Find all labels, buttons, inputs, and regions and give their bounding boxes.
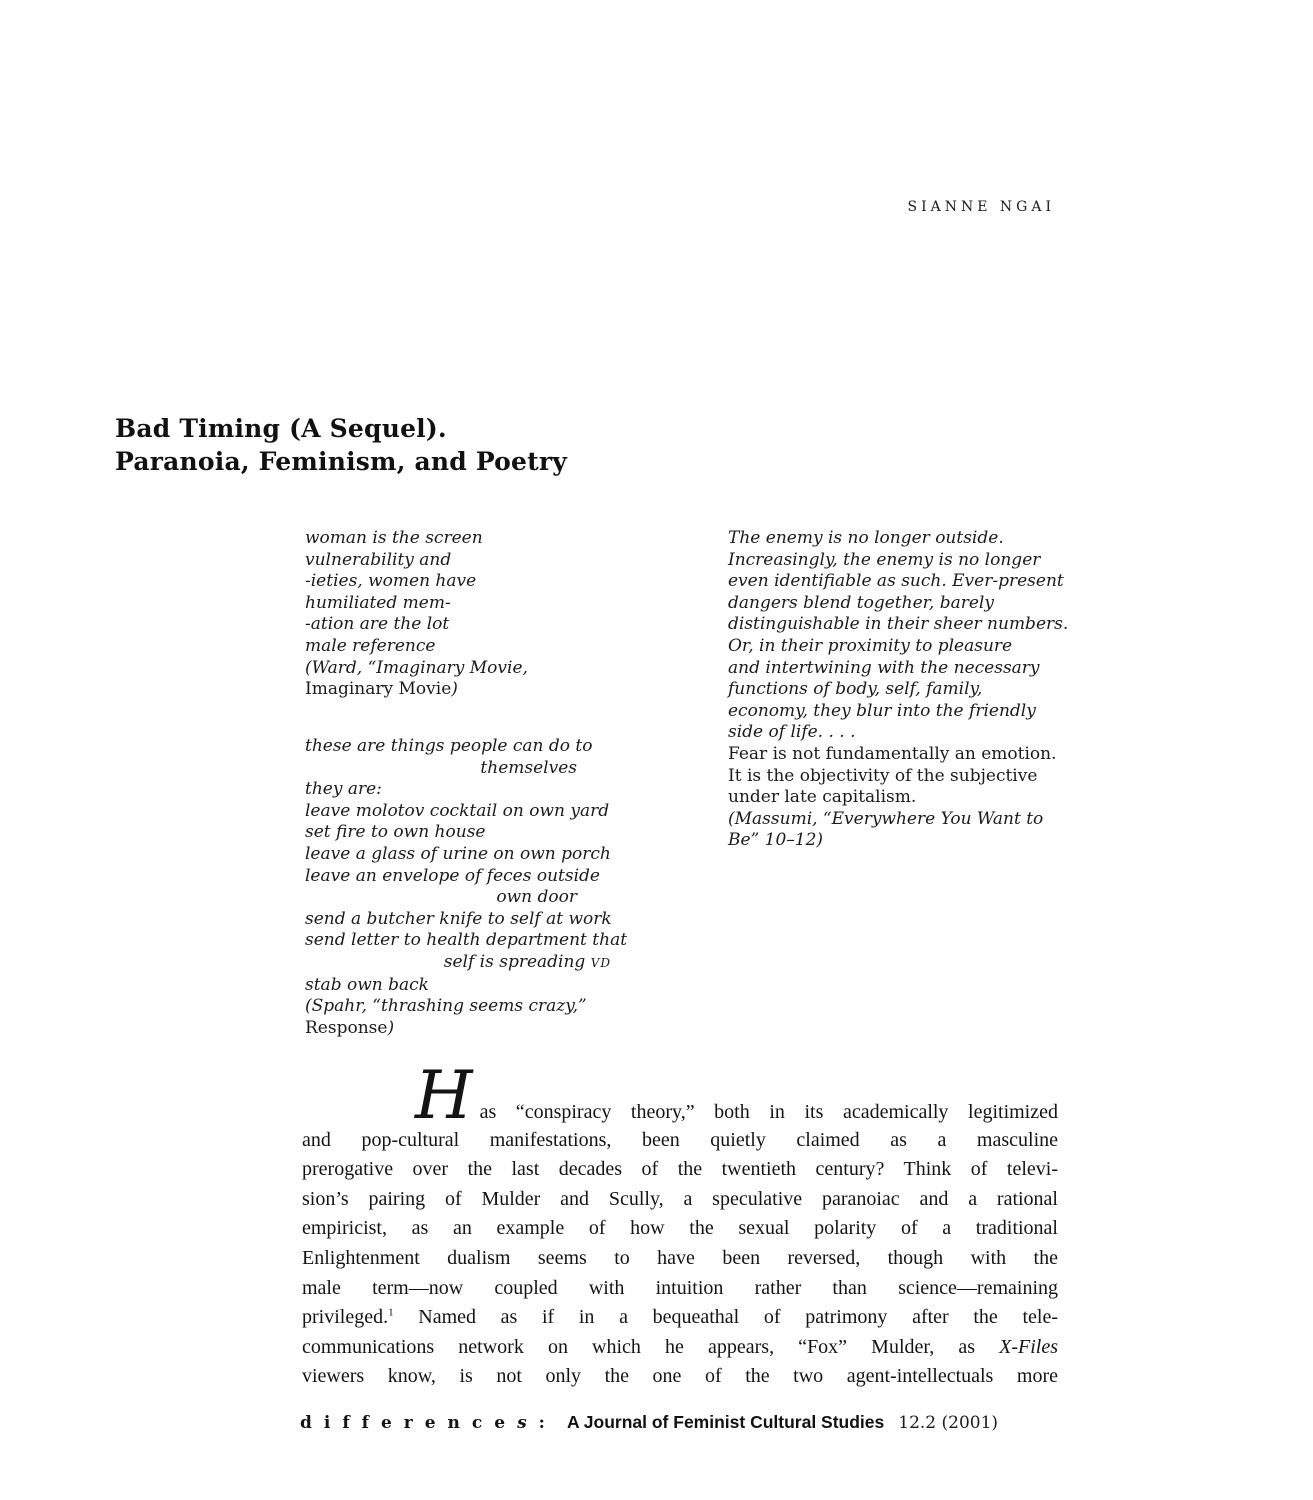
epigraph-line: Be” 10–12) xyxy=(728,830,824,851)
journal-issue-date: 12.2 (2001) xyxy=(898,1413,999,1433)
epigraph-massumi xyxy=(728,528,1068,852)
epigraph-line: Imaginary Movie) xyxy=(305,679,458,700)
body-text-line: prerogative over the last decades of the twentieth century? Think of televi- xyxy=(302,1158,1058,1181)
epigraph-line: stab own back xyxy=(305,974,429,995)
body-text-line: sion’s pairing of Mulder and Scully, a speculative paranoiac and a rational xyxy=(302,1187,1058,1210)
epigraph-line: dangers blend together, barely xyxy=(728,592,994,613)
epigraph-line: these are things people can do to xyxy=(305,736,593,756)
epigraph-line: self is spreading VD xyxy=(443,951,611,972)
epigraph-line: leave molotov cocktail on own yard xyxy=(305,800,610,821)
epigraph-line: humiliated mem- xyxy=(305,592,451,613)
body-text-line: Has “conspiracy theory,” both in its academically legitimized xyxy=(415,1057,1058,1134)
epigraph-line: and intertwining with the necessary xyxy=(728,657,1040,678)
epigraph-line: they are: xyxy=(305,779,382,800)
epigraph-line: distinguishable in their sheer numbers. xyxy=(728,614,1069,635)
epigraph-spahr xyxy=(305,736,628,1039)
journal-subtitle: A Journal of Feminist Cultural Studies xyxy=(566,1412,885,1432)
epigraph-line: own door xyxy=(496,887,577,908)
epigraph-line: economy, they blur into the friendly xyxy=(728,700,1036,721)
epigraph-line: -ation are the lot xyxy=(305,614,450,635)
drop-cap: H xyxy=(415,1057,473,1134)
body-text-line: viewers know, is not only the one of the two agent-intellectuals more xyxy=(302,1365,1058,1388)
epigraph-line: The enemy is no longer outside. xyxy=(728,528,1004,548)
epigraph-ward xyxy=(305,528,617,701)
epigraph-line: leave an envelope of feces outside xyxy=(305,865,600,886)
epigraph-line: Increasingly, the enemy is no longer xyxy=(728,549,1041,570)
epigraph-line: Response) xyxy=(305,1017,395,1038)
epigraph-line: side of life. . . . xyxy=(728,722,856,743)
body-text-line: and pop-cultural manifestations, been quietly claimed as a masculine xyxy=(302,1128,1058,1151)
journal-footer xyxy=(300,1412,998,1433)
journal-name: differences: xyxy=(300,1413,557,1433)
article-body-paragraph xyxy=(302,1057,1058,1392)
article-title-line-1: Bad Timing (A Sequel). xyxy=(115,414,447,443)
epigraph-line: woman is the screen xyxy=(305,528,483,548)
epigraph-line: even identifiable as such. Ever-present xyxy=(728,571,1064,592)
author-running-header: SIANNE NGAI xyxy=(907,199,1055,215)
article-title-line-2: Paranoia, Feminism, and Poetry xyxy=(115,447,568,476)
body-text-line: privileged.$^1$ Named as if in a bequeathal of patrimony after the tele- xyxy=(302,1306,1058,1329)
epigraph-line: (Ward, “Imaginary Movie, xyxy=(305,657,528,678)
epigraph-line: send a butcher knife to self at work xyxy=(305,908,612,929)
article-title xyxy=(115,412,567,478)
epigraph-line: (Spahr, “thrashing seems crazy,” xyxy=(305,996,587,1017)
epigraph-line: functions of body, self, family, xyxy=(728,679,983,700)
body-text-line: male term—now coupled with intuition rather than science—remaining xyxy=(302,1276,1058,1299)
epigraph-line: -ieties, women have xyxy=(305,571,477,592)
epigraph-line: Fear is not fundamentally an emotion. xyxy=(728,743,1057,764)
epigraph-line: set fire to own house xyxy=(305,822,486,843)
epigraph-line: leave a glass of urine on own porch xyxy=(305,843,611,864)
epigraph-line: under late capitalism. xyxy=(728,787,917,808)
epigraph-line: Or, in their proximity to pleasure xyxy=(728,635,1013,656)
body-text-line: Enlightenment dualism seems to have been reversed, though with the xyxy=(302,1246,1058,1269)
epigraph-line: It is the objectivity of the subjective xyxy=(728,765,1038,786)
epigraph-line: themselves xyxy=(480,757,577,778)
epigraph-line: vulnerability and xyxy=(305,549,452,570)
epigraph-line: male reference xyxy=(305,635,436,656)
body-text-line: communications network on which he appears, “Fox” Mulder, as X-Files xyxy=(302,1335,1058,1358)
epigraph-line: send letter to health department that xyxy=(305,930,628,951)
epigraph-line: (Massumi, “Everywhere You Want to xyxy=(728,808,1044,829)
body-text-line: empiricist, as an example of how the sexual polarity of a traditional xyxy=(302,1217,1058,1240)
